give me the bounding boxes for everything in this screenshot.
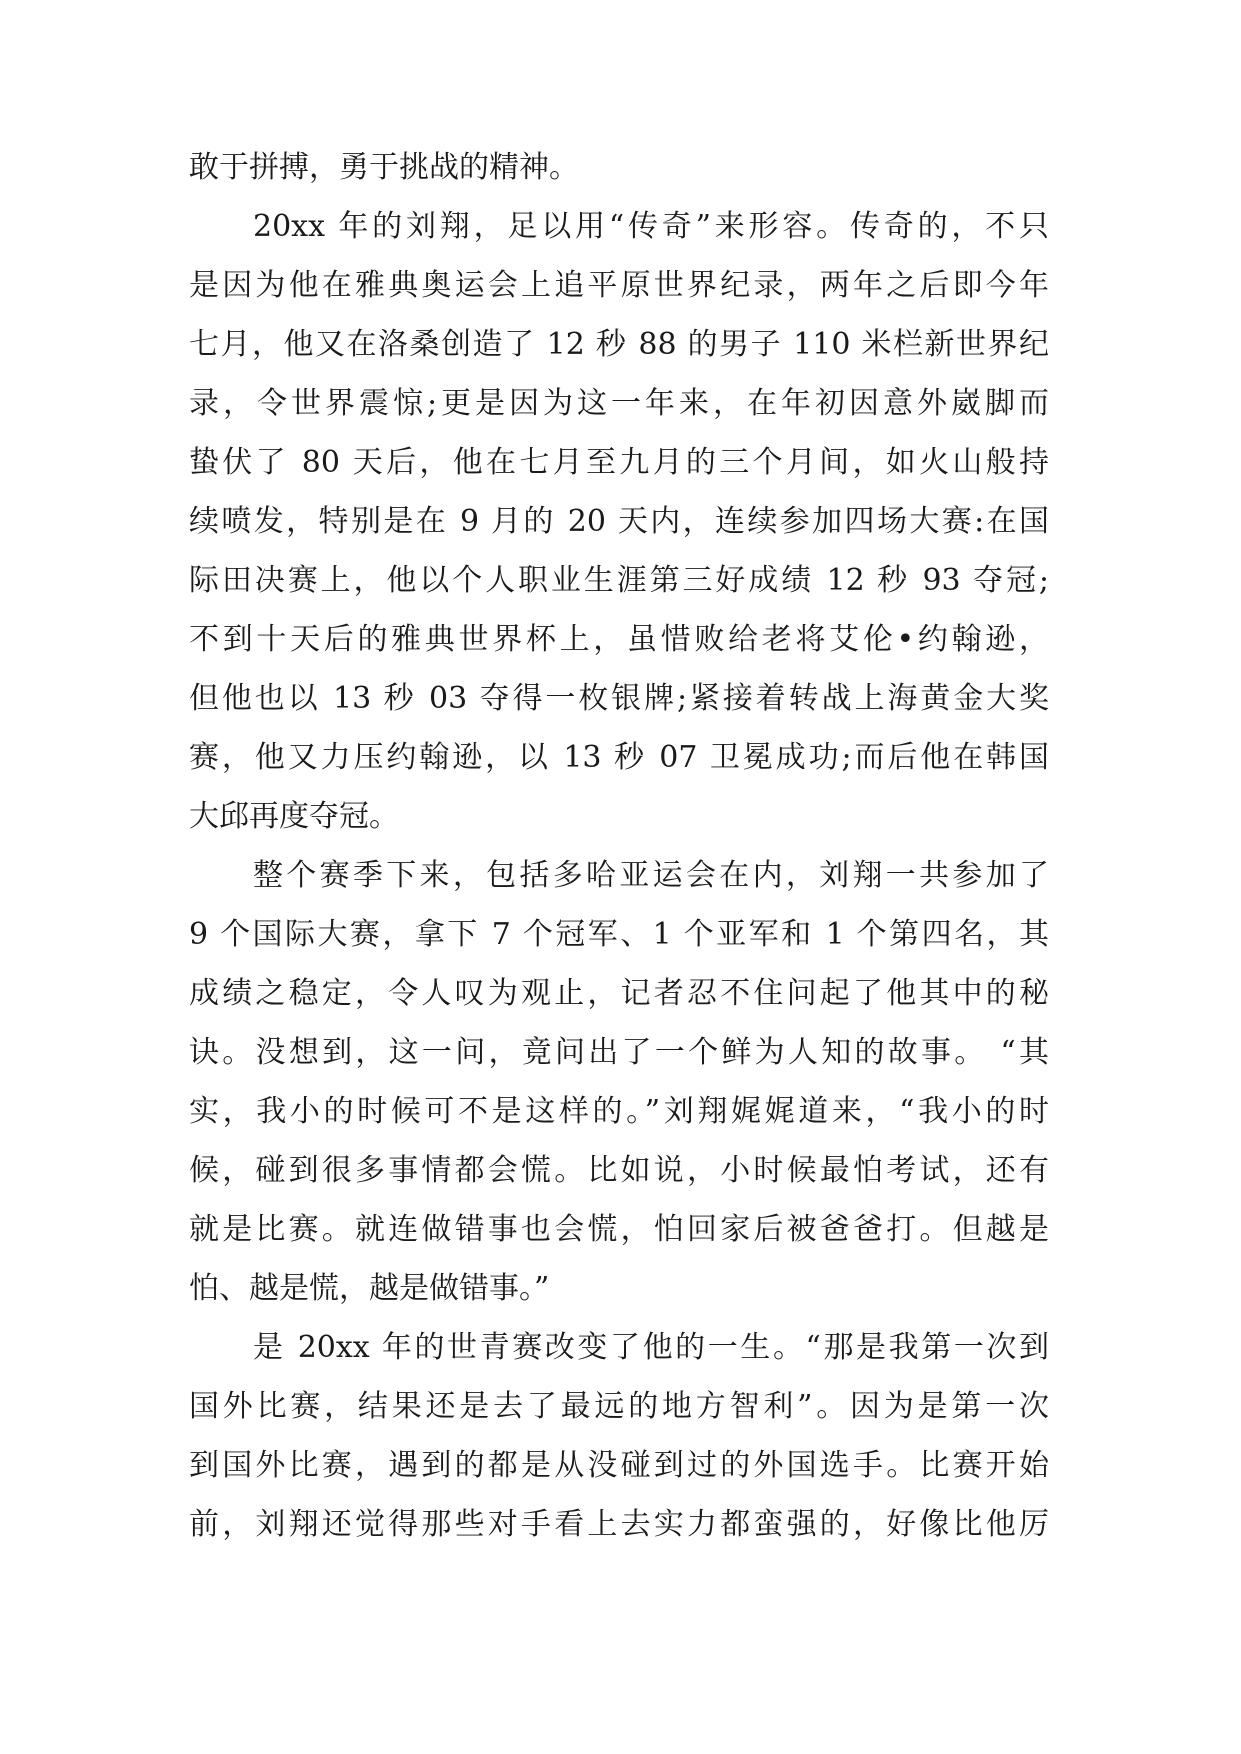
- paragraph-start-line: 20xx 年的刘翔，足以用“传奇”来形容。传奇的，不只: [253, 209, 1049, 244]
- paragraph-start-line: 是 20xx 年的世青赛改变了他的一生。“那是我第一次到: [253, 1330, 1049, 1365]
- text-line: 但他也以 13 秒 03 夺得一枚银牌;紧接着转战上海黄金大奖: [189, 681, 1049, 716]
- text-line: 七月，他又在洛桑创造了 12 秒 88 的男子 110 米栏新世界纪: [189, 327, 1049, 362]
- text-line: 蛰伏了 80 天后，他在七月至九月的三个月间，如火山般持: [189, 445, 1049, 480]
- text-line: 实，我小的时候可不是这样的。”刘翔娓娓道来，“我小的时: [189, 1094, 1049, 1129]
- text-line: 到国外比赛，遇到的都是从没碰到过的外国选手。比赛开始: [189, 1448, 1049, 1483]
- text-line: 诀。没想到，这一问，竟问出了一个鲜为人知的故事。 “其: [189, 1035, 1049, 1070]
- text-line: 赛，他又力压约翰逊，以 13 秒 07 卫冕成功;而后他在韩国: [189, 740, 1049, 775]
- text-line: 前，刘翔还觉得那些对手看上去实力都蛮强的，好像比他厉: [189, 1507, 1049, 1542]
- text-line: 不到十天后的雅典世界杯上，虽惜败给老将艾伦•约翰逊，: [189, 622, 1049, 657]
- text-line: 录，令世界震惊;更是因为这一年来，在年初因意外崴脚而: [189, 386, 1049, 421]
- text-line: 就是比赛。就连做错事也会慌，怕回家后被爸爸打。但越是: [189, 1212, 1049, 1247]
- text-line: 是因为他在雅典奥运会上追平原世界纪录，两年之后即今年: [189, 268, 1049, 303]
- text-line: 敢于拼搏，勇于挑战的精神。: [189, 150, 579, 185]
- text-line: 候，碰到很多事情都会慌。比如说，小时候最怕考试，还有: [189, 1153, 1049, 1188]
- text-line: 国外比赛，结果还是去了最远的地方智利”。因为是第一次: [189, 1389, 1049, 1424]
- text-line: 际田决赛上，他以个人职业生涯第三好成绩 12 秒 93 夺冠;: [189, 563, 1049, 598]
- text-line: 9 个国际大赛，拿下 7 个冠军、1 个亚军和 1 个第四名，其: [189, 917, 1049, 952]
- paragraph-start-line: 整个赛季下来，包括多哈亚运会在内，刘翔一共参加了: [253, 858, 1049, 893]
- text-line: 续喷发，特别是在 9 月的 20 天内，连续参加四场大赛:在国: [189, 504, 1049, 539]
- text-line: 怕、越是慌，越是做错事。”: [189, 1271, 550, 1306]
- text-line: 成绩之稳定，令人叹为观止，记者忍不住问起了他其中的秘: [189, 976, 1049, 1011]
- text-line: 大邱再度夺冠。: [189, 799, 399, 834]
